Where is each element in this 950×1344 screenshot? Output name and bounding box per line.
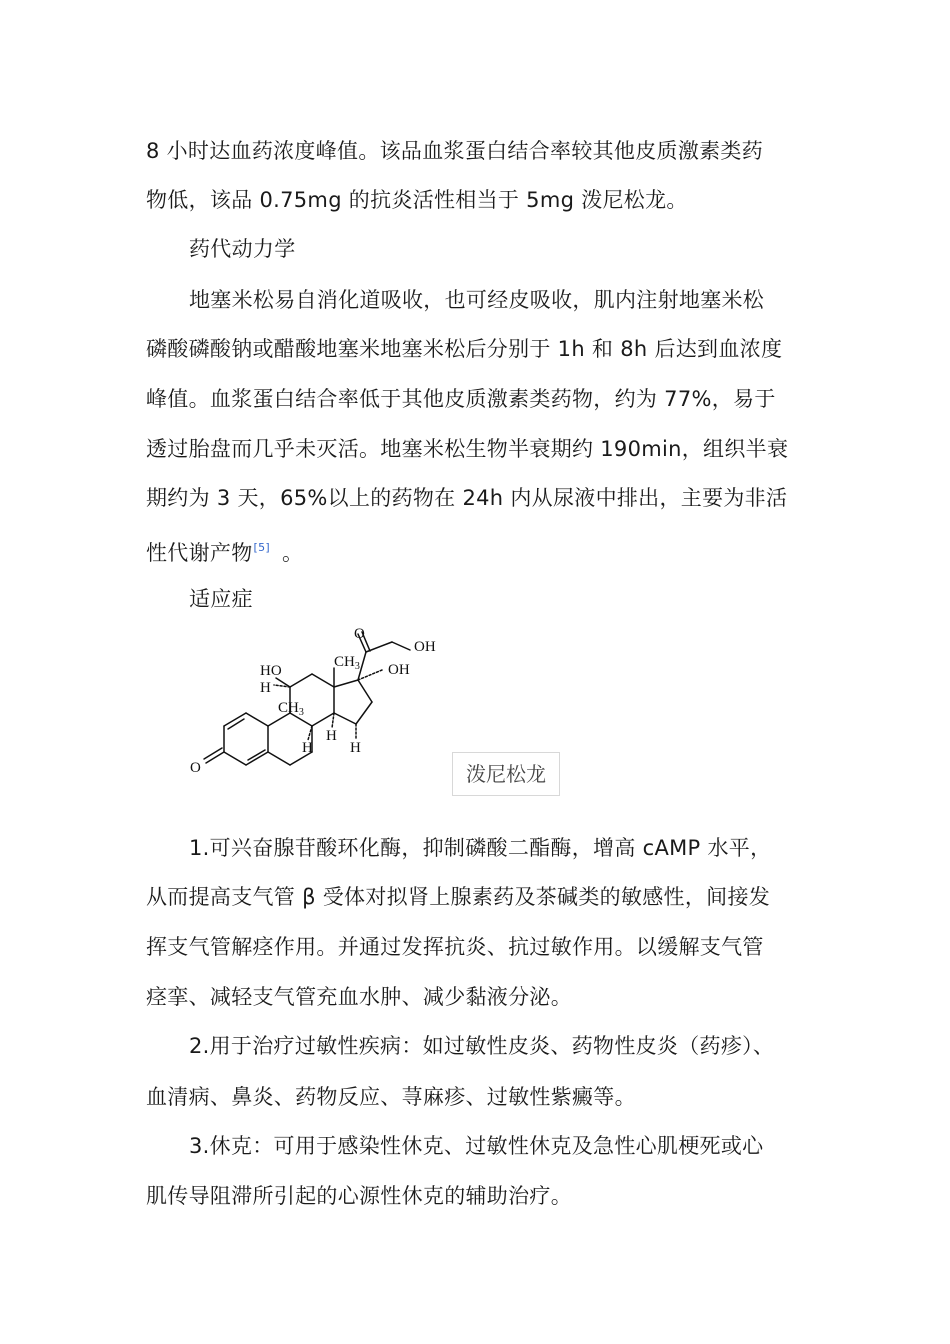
bond xyxy=(224,752,246,765)
bond xyxy=(392,642,410,650)
hydroxyl-bond-17 xyxy=(358,670,382,680)
atom-h-9: H xyxy=(302,740,313,756)
bond xyxy=(356,702,372,724)
bond xyxy=(206,752,224,763)
double-bond-1-2 xyxy=(228,719,244,729)
section-heading-indications: 适应症 xyxy=(189,587,253,611)
indication-2-line-2: 血清病、鼻炎、药物反应、荨麻疹、过敏性紫癜等。 xyxy=(146,1085,636,1109)
bond xyxy=(312,713,334,726)
pk-line-6-tail: 。 xyxy=(281,541,304,565)
bond xyxy=(358,680,372,702)
bond xyxy=(334,713,356,724)
atom-ch3-18-main: CH xyxy=(334,654,355,670)
bond xyxy=(366,642,392,652)
hydrogen-bond-8 xyxy=(332,713,334,728)
pk-line-1: 地塞米松易自消化道吸收，也可经皮吸收，肌内注射地塞米松 xyxy=(189,288,765,312)
pk-line-5: 期约为 3 天，65%以上的药物在 24h 内从尿液中排出，主要为非活 xyxy=(146,486,788,510)
prednisolone-structure-diagram xyxy=(186,616,458,788)
indication-1-line-4: 痉挛、减轻支气管充血水肿、减少黏液分泌。 xyxy=(146,985,572,1009)
bond xyxy=(290,674,312,687)
atom-h-11: H xyxy=(260,680,271,696)
atom-ch3-19-main: CH xyxy=(278,700,299,716)
citation-link[interactable]: [5] xyxy=(253,541,270,554)
pk-line-6-text: 性代谢产物 xyxy=(146,541,253,565)
indication-1-line-3: 挥支气管解痉作用。并通过发挥抗炎、抗过敏作用。以缓解支气管 xyxy=(146,935,764,959)
pk-line-2: 磷酸磷酸钠或醋酸地塞米地塞米松后分别于 1h 和 8h 后达到血浓度 xyxy=(146,337,783,361)
atom-oh-17: OH xyxy=(388,662,410,678)
intro-line-2: 物低，该品 0.75mg 的抗炎活性相当于 5mg 泼尼松龙。 xyxy=(146,188,688,212)
intro-line-1: 8 小时达血药浓度峰值。该品血浆蛋白结合率较其他皮质激素类药 xyxy=(146,139,764,163)
atom-oh-side-chain: OH xyxy=(414,639,436,655)
atom-ch3-19 xyxy=(278,700,304,718)
bond xyxy=(268,752,290,765)
indication-3-line-2: 肌传导阻滞所引起的心源性休克的辅助治疗。 xyxy=(146,1184,572,1208)
figure-caption: 泼尼松龙 xyxy=(452,752,560,796)
atom-h-8: H xyxy=(326,728,337,744)
atom-ch3-18 xyxy=(334,654,360,672)
atom-ch3-19-sub: 3 xyxy=(298,707,304,718)
atom-o-ketone: O xyxy=(354,626,365,642)
indication-3-line-1: 3.休克：可用于感染性休克、过敏性休克及急性心肌梗死或心 xyxy=(189,1134,764,1158)
section-heading-pharmacokinetics: 药代动力学 xyxy=(189,237,296,261)
bond xyxy=(312,674,334,687)
pk-line-4: 透过胎盘而几乎未灭活。地塞米松生物半衰期约 190min，组织半衰 xyxy=(146,437,789,461)
pk-line-6 xyxy=(146,533,303,568)
indication-1-line-1: 1.可兴奋腺苷酸环化酶，抑制磷酸二酯酶，增高 cAMP 水平， xyxy=(189,836,772,860)
indication-1-line-2: 从而提高支气管 β 受体对拟肾上腺素药及茶碱类的敏感性，间接发 xyxy=(146,885,771,909)
atom-ch3-18-sub: 3 xyxy=(354,661,360,672)
bond xyxy=(334,680,358,687)
carbonyl-bond-3 xyxy=(204,748,222,759)
atom-o-3: O xyxy=(190,760,201,776)
indication-2-line-1: 2.用于治疗过敏性疾病：如过敏性皮炎、药物性皮炎（药疹）、 xyxy=(189,1034,775,1058)
atom-h-14: H xyxy=(350,740,361,756)
bond xyxy=(246,713,268,726)
pk-line-3: 峰值。血浆蛋白结合率低于其他皮质激素类药物，约为 77%，易于 xyxy=(146,387,776,411)
atom-ho-11: HO xyxy=(260,663,282,679)
